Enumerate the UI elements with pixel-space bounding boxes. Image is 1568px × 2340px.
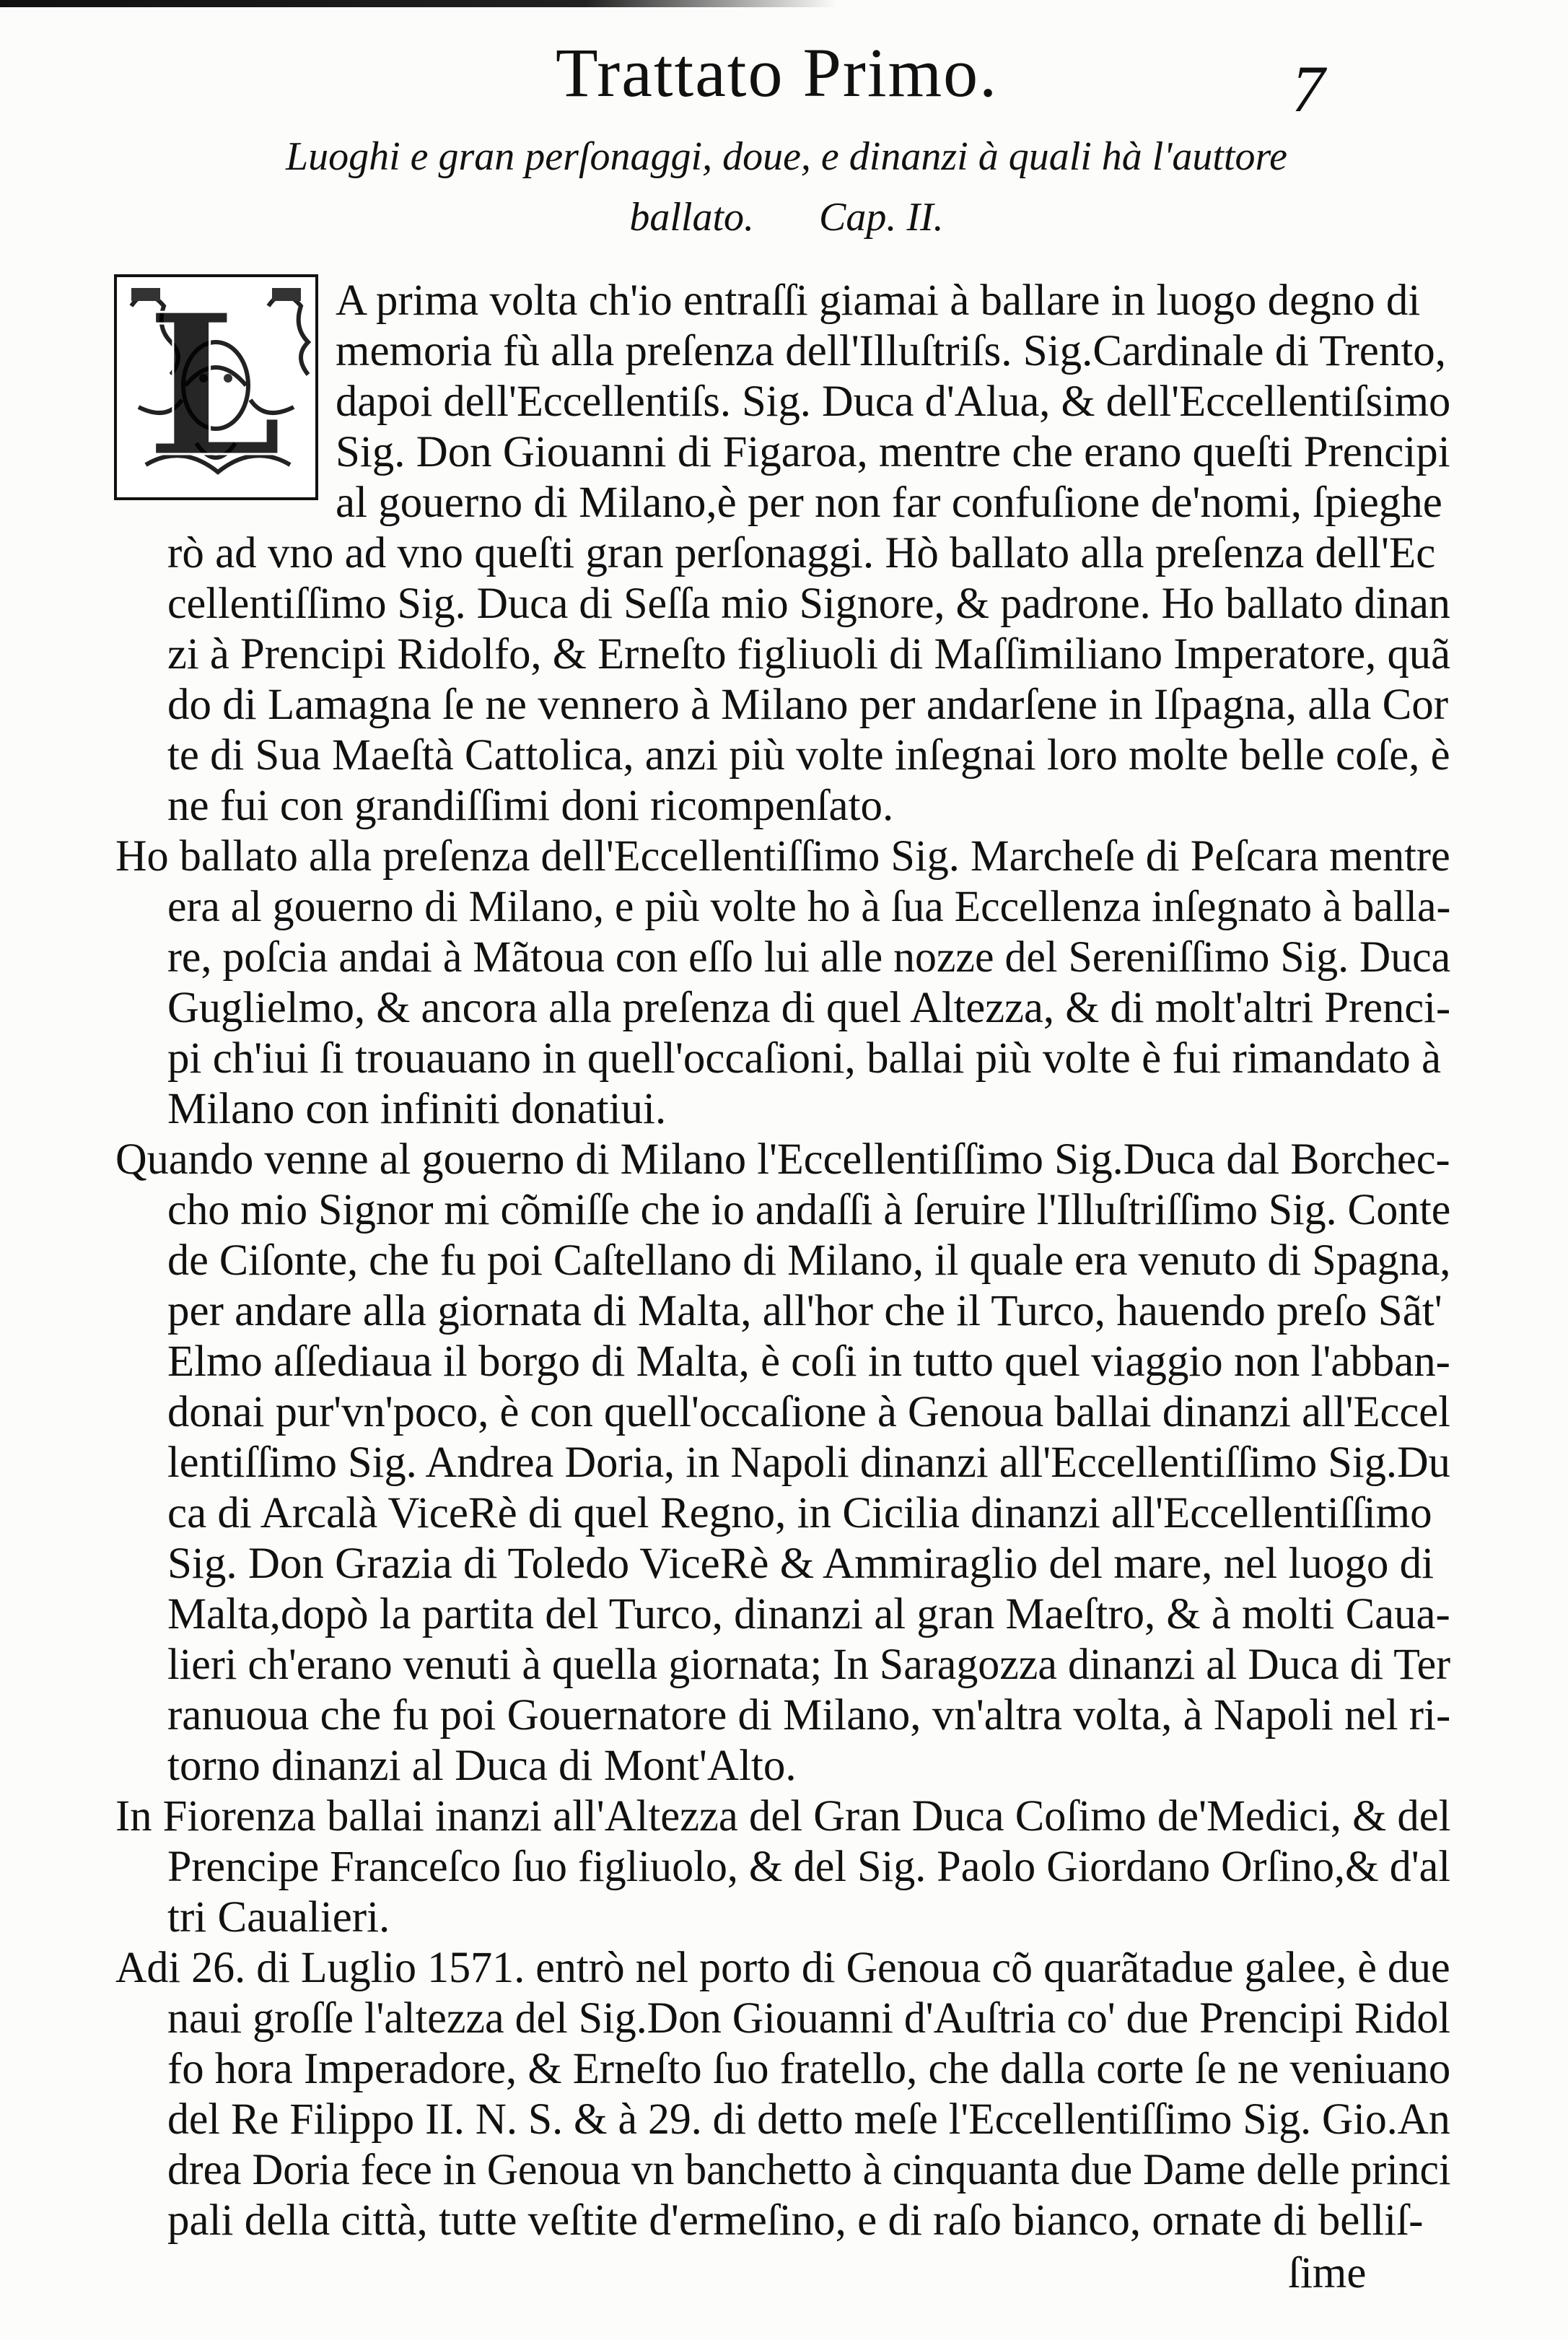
text-line: pali della città, tutte veſtite d'ermeſino, e di raſo bianco, ornate di belliſ-	[167, 2196, 1424, 2245]
text-line: tri Caualieri.	[167, 1893, 390, 1942]
text-line: ca di Arcalà ViceRè di quel Regno, in Cicilia dinanzi all'Eccellentiſſimo	[167, 1489, 1432, 1537]
text-line: Milano con infiniti donatiui.	[167, 1085, 667, 1133]
text-line: cho mio Signor mi cõmiſſe che io andaſſi à ſeruire l'Illuſtriſſimo Sig. Conte	[167, 1186, 1451, 1234]
text-line: al gouerno di Milano,è per non far confuſione de'nomi, ſpieghe	[336, 479, 1442, 527]
text-line: Elmo aſſediaua il borgo di Malta, è coſi in tutto quel viaggio non l'abban-	[167, 1337, 1450, 1386]
initial-letter: L	[146, 271, 283, 500]
text-line: per andare alla giornata di Malta, all'hor che il Turco, hauendo preſo Sãt'	[167, 1287, 1442, 1335]
text-line: A prima volta ch'io entraſſi giamai à ballare in luogo degno di	[336, 276, 1421, 325]
chapter-heading-line-2	[274, 187, 1299, 248]
text-line: Ho ballato alla preſenza dell'Eccellentiſſimo Sig. Marcheſe di Peſcara mentre	[115, 832, 1450, 881]
text-line: ne fui con grandiſſimi doni ricompenſato.	[167, 782, 894, 830]
chapter-heading-title-end: ballato.	[629, 195, 755, 240]
text-line: memoria fù alla preſenza dell'Illuſtriſs. Sig.Cardinale di Trento,	[336, 327, 1447, 375]
text-line: do di Lamagna ſe ne vennero à Milano per andarſene in Iſpagna, alla Cor	[167, 681, 1449, 729]
page-number: 7	[1292, 52, 1325, 126]
text-line: re, poſcia andai à Mãtoua con eſſo lui alle nozze del Sereniſſimo Sig. Duca	[167, 933, 1451, 982]
page-top-edge	[0, 0, 837, 7]
running-head: Trattato Primo.	[556, 34, 999, 111]
text-line: te di Sua Maeſtà Cattolica, anzi più volte inſegnai loro molte belle coſe, è	[167, 731, 1450, 780]
text-line: Quando venne al gouerno di Milano l'Eccellentiſſimo Sig.Duca dal Borchec-	[115, 1135, 1450, 1184]
text-line: drea Doria fece in Genoua vn banchetto à cinquanta due Dame delle princi	[167, 2146, 1451, 2194]
text-line: In Fiorenza ballai inanzi all'Altezza del Gran Duca Coſimo de'Medici, & del	[115, 1792, 1451, 1841]
text-line: Sig. Don Grazia di Toledo ViceRè & Ammiraglio del mare, nel luogo di	[167, 1540, 1435, 1588]
text-line: Guglielmo, & ancora alla preſenza di quel Altezza, & di molt'altri Prenci-	[167, 984, 1451, 1032]
text-line: pi ch'iui ſi trouauano in quell'occaſioni, ballai più volte è fui rimandato à	[167, 1034, 1442, 1083]
catchword: ſime	[1288, 2249, 1367, 2297]
text-line: Prencipe Franceſco ſuo figliuolo, & del Sig. Paolo Giordano Orſino,& d'al	[167, 1843, 1451, 1891]
text-line: zi à Prencipi Ridolfo, & Erneſto figliuoli di Maſſimiliano Imperatore, quã	[167, 630, 1451, 678]
text-line: naui groſſe l'altezza del Sig.Don Giouanni d'Auſtria co' due Prencipi Ridol	[167, 1994, 1450, 2043]
text-line: lentiſſimo Sig. Andrea Doria, in Napoli dinanzi all'Eccellentiſſimo Sig.Du	[167, 1439, 1450, 1487]
text-line: ranuoua che fu poi Gouernatore di Milano, vn'altra volta, à Napoli nel ri-	[167, 1691, 1451, 1739]
text-line: Sig. Don Giouanni di Figaroa, mentre che erano queſti Prencipi	[336, 428, 1450, 476]
decorated-initial	[114, 271, 318, 500]
text-line: dapoi dell'Eccellentiſs. Sig. Duca d'Alua, & dell'Eccellentiſsimo	[336, 377, 1451, 426]
chapter-number: Cap. II.	[819, 195, 944, 240]
text-line: fo hora Imperadore, & Erneſto ſuo fratello, che dalla corte ſe ne veniuano	[167, 2045, 1451, 2093]
text-line: donai pur'vn'poco, è con quell'occaſione à Genoua ballai dinanzi all'Eccel	[167, 1388, 1450, 1436]
text-line: lieri ch'erano venuti à quella giornata; In Saragozza dinanzi al Duca di Ter	[167, 1641, 1451, 1689]
chapter-heading	[274, 126, 1299, 248]
text-line: era al gouerno di Milano, e più volte ho à ſua Eccellenza inſegnato à balla-	[167, 883, 1451, 931]
text-line: rò ad vno ad vno queſti gran perſonaggi. Hò ballato alla preſenza dell'Ec	[167, 529, 1436, 577]
text-line: de Ciſonte, che fu poi Caſtellano di Milano, il quale era venuto di Spagna,	[167, 1236, 1451, 1285]
text-line: cellentiſſimo Sig. Duca di Seſſa mio Signore, & padrone. Ho ballato dinan	[167, 580, 1450, 628]
text-line: Malta,dopò la partita del Turco, dinanzi al gran Maeſtro, & à molti Caua-	[167, 1590, 1450, 1638]
text-line: torno dinanzi al Duca di Mont'Alto.	[167, 1742, 797, 1790]
text-line: del Re Filippo II. N. S. & à 29. di detto meſe l'Eccellentiſſimo Sig. Gio.An	[167, 2095, 1450, 2144]
text-line: Adi 26. di Luglio 1571. entrò nel porto di Genoua cõ quarãtadue galee, è due	[115, 1944, 1450, 1992]
chapter-heading-line-1: Luoghi e gran perſonaggi, doue, e dinanzi à quali hà l'auttore	[285, 134, 1288, 179]
